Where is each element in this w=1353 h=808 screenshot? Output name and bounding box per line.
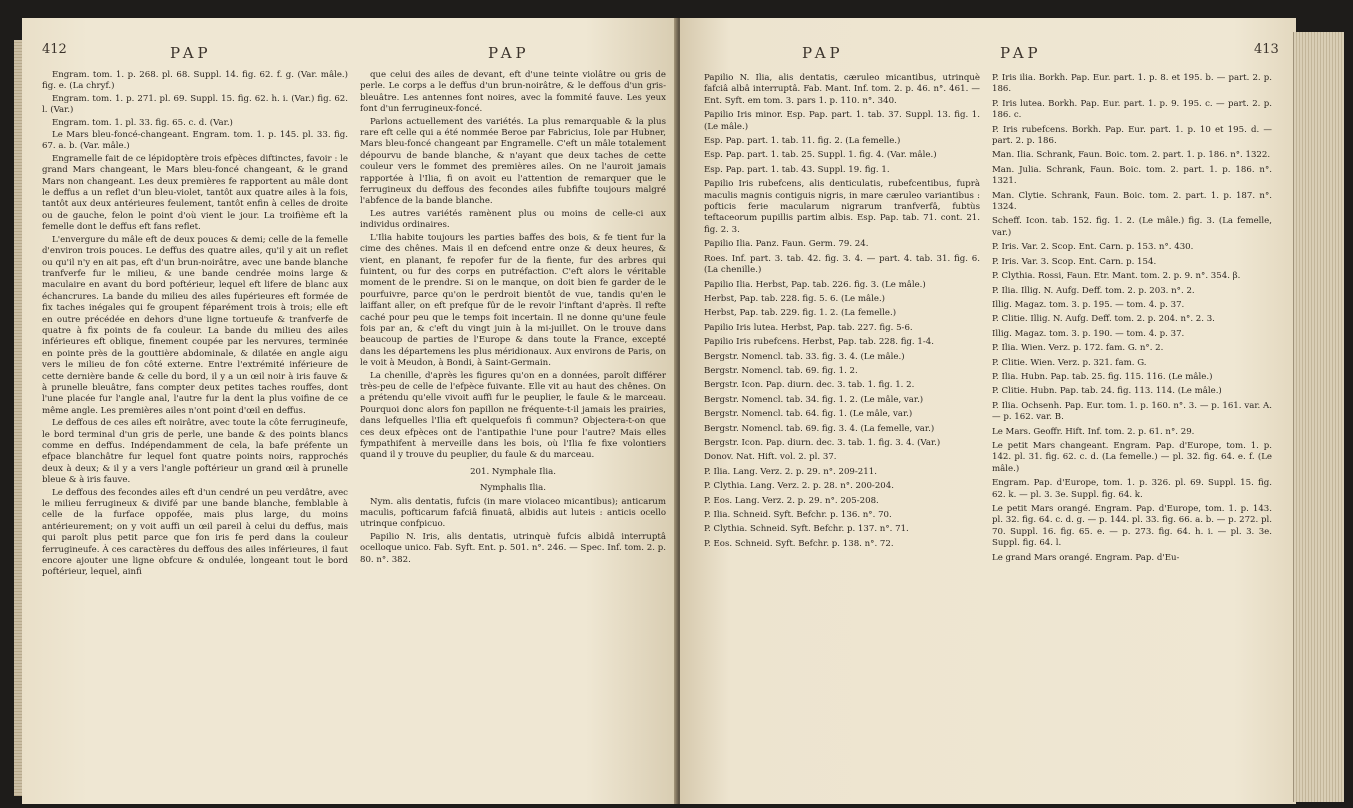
paragraph: Esp. Pap. part. 1. tab. 11. fig. 2. (La femelle.) bbox=[704, 136, 901, 147]
right-running-head-2: PAP bbox=[1000, 44, 1042, 62]
paragraph: La chenille, d'après les figures qu'on en a données, paroît différer très-peu de celle de l'efpèce fuivante. Elle vit au haut des chênes. On a prétendu qu'elle vivoit auffi fur le peuplier, le faule & le marceau. Pourquoi donc alors fon papillon ne fréquente-t-il jamais les prairies, dans lefquelles l'Ilia eft quelquefois fi commun? Objectera-t-on que ces deux efpèces ont de l'antipathie l'une pour l'autre? Mais elles fympathifent à merveille dans les bois, où l'Ilia fe fixe volontiers quand il y trouve du peuplier, du faule & du marceau. bbox=[360, 370, 666, 461]
left-running-head-1: PAP bbox=[170, 44, 212, 62]
paragraph: P. Clitie. Hubn. Pap. tab. 24. fig. 113. 114. (Le mâle.) bbox=[992, 386, 1222, 397]
paragraph: P. Clythia. Lang. Verz. 2. p. 28. n°. 200-204. bbox=[704, 481, 894, 492]
paragraph: Engram. tom. 1. p. 268. pl. 68. Suppl. 14. fig. 62. f. g. (Var. mâle.) fig. e. (La chryf.) bbox=[42, 70, 348, 92]
paragraph: Bergstr. Nomencl. tab. 33. fig. 3. 4. (Le mâle.) bbox=[704, 351, 905, 362]
right-column-2 bbox=[992, 70, 1272, 565]
paragraph: P. Iris rubefcens. Borkh. Pap. Eur. part. 1. p. 10 et 195. d. — part. 2. p. 186. bbox=[992, 124, 1272, 147]
paragraph: Roes. Inf. part. 3. tab. 42. fig. 3. 4. — part. 4. tab. 31. fig. 6. (La chenille.) bbox=[704, 253, 980, 276]
paragraph: P. Eos. Lang. Verz. 2. p. 29. n°. 205-208. bbox=[704, 495, 879, 506]
paragraph: Le grand Mars orangé. Engram. Pap. d'Eu- bbox=[992, 552, 1180, 563]
paragraph: Le Mars bleu-foncé-changeant. Engram. tom. 1. p. 145. pl. 33. fig. 67. a. b. (Var. mâle.) bbox=[42, 130, 348, 152]
paragraph: Le deffous de ces ailes eft noirâtre, avec toute la côte ferrugineufe, le bord terminal d'un gris de perle, une bande & des points blancs comme en deffus. Indépendamment de cela, la bafe préfente un efpace blanchâtre fur lequel font quatre points noirs, rapprochés deux à deux; & il y a vers l'angle poftérieur un grand œil à prunelle bleue & à iris fauve. bbox=[42, 418, 348, 486]
paragraph: Bergstr. Nomencl. tab. 69. fig. 3. 4. (La femelle, var.) bbox=[704, 423, 935, 434]
paragraph: Bergstr. Icon. Pap. diurn. dec. 3. tab. 1. fig. 1. 2. bbox=[704, 380, 915, 391]
paragraph: Herbst, Pap. tab. 228. fig. 5. 6. (Le mâle.) bbox=[704, 293, 886, 304]
paragraph: Papilio Iris rubefcens, alis denticulatis, rubefcentibus, fuprà maculis magnis contiguis nigris, in mare cæruleo variantibus : pofticis ferie macularum nigrarum tranfverfâ, fubtùs teftaceorum pupillis partim albis. Esp. Pap. tab. 71. cont. 21. fig. 2. 3. bbox=[704, 179, 980, 235]
paragraph: Man. Ilia. Schrank, Faun. Boic. tom. 2. part. 1. p. 186. n°. 1322. bbox=[992, 150, 1271, 161]
paragraph: 201. Nymphale Ilia. bbox=[470, 466, 556, 477]
paragraph: Le petit Mars orangé. Engram. Pap. d'Europe, tom. 1. p. 143. pl. 32. fig. 64. c. d. g. — p. 144. pl. 33. fig. 66. a. b. — p. 272. pl. 70. Suppl. 16. fig. 65. e. — p. 273. fig. 64. h. i. — pl. 3. 3e. Suppl. fig. 64. l. bbox=[992, 504, 1272, 549]
right-running-head-1: PAP bbox=[802, 44, 844, 62]
paragraph: Bergstr. Nomencl. tab. 64. fig. 1. (Le mâle, var.) bbox=[704, 409, 913, 420]
paragraph: P. Iris. Var. 2. Scop. Ent. Carn. p. 153. n°. 430. bbox=[992, 242, 1194, 253]
paragraph: P. Ilia. Lang. Verz. 2. p. 29. n°. 209-211. bbox=[704, 466, 877, 477]
paragraph: Scheff. Icon. tab. 152. fig. 1. 2. (Le mâle.) fig. 3. (La femelle, var.) bbox=[992, 216, 1272, 238]
paragraph: Herbst, Pap. tab. 229. fig. 1. 2. (La femelle.) bbox=[704, 308, 897, 319]
paragraph: Man. Julia. Schrank, Faun. Boic. tom. 2. part. 1. p. 186. n°. 1321. bbox=[992, 164, 1272, 187]
paragraph: P. Clitie. Wien. Verz. p. 321. fam. G. bbox=[992, 357, 1147, 368]
right-page-stack bbox=[1293, 32, 1344, 802]
paragraph: Engram. Pap. d'Europe, tom. 1. p. 326. pl. 69. Suppl. 15. fig. 62. k. — pl. 3. 3e. Suppl. fig. 64. k. bbox=[992, 478, 1272, 500]
paragraph: Bergstr. Nomencl. tab. 69. fig. 1. 2. bbox=[704, 365, 858, 376]
paragraph: Man. Clytie. Schrank, Faun. Boic. tom. 2. part. 1. p. 187. n°. 1324. bbox=[992, 190, 1272, 213]
paragraph: Nymphalis Ilia. bbox=[479, 483, 547, 494]
paragraph: P. Ilia. Hubn. Pap. tab. 25. fig. 115. 116. (Le mâle.) bbox=[992, 371, 1213, 382]
paragraph: Donov. Nat. Hift. vol. 2. pl. 37. bbox=[704, 452, 837, 463]
paragraph: Nym. alis dentatis, fufcis (in mare violaceo micantibus); anticarum maculis, pofticarum fafciâ finuatâ, albidis aut luteis : anticis ocello utrinque confpicuo. bbox=[360, 496, 666, 530]
paragraph: Le deffous des fecondes ailes eft d'un cendré un peu verdâtre, avec le milieu ferrugineux & divifé par une bande blanche, femblable à celle de la furface oppofée, mais plus large, du moins antérieurement; on y voit auffi un œil pareil à celui du deffus, mais qui paroît plus petit parce que fon iris fe perd dans la couleur ferrugineufe. À ces caractères du deffous des ailes inférieures, il faut encore ajouter une ligne obfcure & ondulée, longeant tout le bord poftérieur, lequel, ainfi bbox=[42, 487, 348, 578]
paragraph: Papilio Iris lutea. Herbst, Pap. tab. 227. fig. 5-6. bbox=[704, 322, 913, 333]
paragraph: Parlons actuellement des variétés. La plus remarquable & la plus rare eft celle qui a été nommée Beroe par Fabricius, Iole par Hubner, Mars bleu-foncé changeant par Engramelle. C'eft un mâle totalement dépourvu de bande blanche, & n'ayant que deux taches de cette couleur vers le fommet des premières ailes. On ne l'auroit jamais rapportée à l'Ilia, fi on avoit eu l'attention de remarquer que le ferrugineux du deffous des fecondes ailes fubfifte toujours malgré l'abfence de la bande blanche. bbox=[360, 116, 666, 207]
paragraph: Engramelle fait de ce lépidoptère trois efpèces diftinctes, favoir : le grand Mars changeant, le Mars bleu-foncé changeant, & le grand Mars non changeant. Les deux premières fe rapportent au mâle dont le deffus a un reflet d'un bleu-violet, tantôt aux quatre ailes à la fois, tantôt aux deux antérieures feulement, tantôt enfin à celles de droite ou de gauche, felon le point d'où vient le jour. La troifième eft la femelle dont le deffus eft fans reflet. bbox=[42, 153, 348, 233]
right-page bbox=[680, 18, 1296, 804]
paragraph: Engram. tom. 1. pl. 33. fig. 65. c. d. (Var.) bbox=[52, 117, 233, 128]
paragraph: P. Eos. Schneid. Syft. Befchr. p. 138. n°. 72. bbox=[704, 538, 894, 549]
paragraph: Bergstr. Icon. Pap. diurn. dec. 3. tab. 1. fig. 3. 4. (Var.) bbox=[704, 437, 941, 448]
paragraph: Esp. Pap. part. 1. tab. 43. Suppl. 19. fig. 1. bbox=[704, 164, 890, 175]
left-column-2 bbox=[360, 70, 666, 567]
paragraph: P. Clythia. Rossi, Faun. Etr. Mant. tom. 2. p. 9. n°. 354. β. bbox=[992, 271, 1241, 282]
paragraph: que celui des ailes de devant, eft d'une teinte violâtre ou gris de perle. Le corps a le deffus d'un brun-noirâtre, & le deffous d'un gris-bleuâtre. Les antennes font noires, avec la fommité fauve. Les yeux font d'un ferrugineux-foncé. bbox=[360, 70, 666, 115]
left-column-1 bbox=[42, 70, 348, 580]
paragraph: L'envergure du mâle eft de deux pouces & demi; celle de la femelle d'environ trois pouces. Le deffus des quatre ailes, qu'il y ait un reflet ou qu'il n'y en ait pas, eft d'un brun-noirâtre, avec une bande blanche tranfverfe fur le milieu, & une bande cendrée moins large & maculaire en avant du bord poftérieur, lequel eft lifere de blanc aux échancrures. La bande du milieu des ailes fupérieures eft formée de fix taches inégales qui fe groupent féparément trois à trois; elle eft en outre précédée en dehors d'une ligne tortueufe & tranfverfe de quatre à fix points de fa couleur. La bande du milieu des ailes inférieures eft oblique, finement coupée par les nervures, terminée en pointe près de la gouttière abdominale, & dilatée en angle aigu vers le milieu de fon côté externe. Entre l'extrémité inférieure de cette dernière bande & celle du bord, il y a un œil noir à iris fauve & à prunelle bleuâtre, fans compter deux petites taches rouffes, dont l'une placée fur l'angle anal, l'autre fur la dent la plus voifine de ce même angle. Les premières ailes n'ont point d'œil en deffus. bbox=[42, 234, 348, 416]
paragraph: Bergstr. Nomencl. tab. 34. fig. 1. 2. (Le mâle, var.) bbox=[704, 394, 924, 405]
left-page bbox=[22, 18, 678, 804]
paragraph: P. Clythia. Schneid. Syft. Befchr. p. 137. n°. 71. bbox=[704, 524, 909, 535]
left-folio: 412 bbox=[42, 42, 67, 57]
paragraph: Papilio Iris rubefcens. Herbst, Pap. tab. 228. fig. 1-4. bbox=[704, 337, 934, 348]
open-book bbox=[14, 18, 1344, 804]
paragraph: L'Ilia habite toujours les parties baffes des bois, & fe tient fur la cime des chênes. Mais il en defcend entre onze & deux heures, & vient, en planant, fe repofer fur de la fiente, fur des arbres qui fuintent, ou fur des corps en putréfaction. C'eft alors le véritable moment de le prendre. Si on le manque, on doit bien fe garder de le pourfuivre, parce qu'on le perdroit bientôt de vue, tandis qu'en le laiffant aller, on eft prefque fûr de le revoir l'inftant d'après. Il refte caché pour peu que le temps foit incertain. Il ne donne qu'une feule fois par an, & c'eft du vingt juin à la mi-juillet. On le trouve dans beaucoup de parties de l'Europe & dans toute la France, excepté dans les départemens les plus méridionaux. Aux environs de Paris, on le voit à Meudon, à Bondi, à Saint-Germain. bbox=[360, 232, 666, 369]
paragraph: P. Ilia. Schneid. Syft. Befchr. p. 136. n°. 70. bbox=[704, 510, 892, 520]
paragraph: P. Iris. Var. 3. Scop. Ent. Carn. p. 154. bbox=[992, 256, 1157, 267]
paragraph: Le petit Mars changeant. Engram. Pap. d'Europe, tom. 1. p. 142. pl. 31. fig. 62. c. d. (La femelle.) — pl. 32. fig. 64. e. f. (Le mâle.) bbox=[992, 440, 1272, 474]
paragraph: Papilio Ilia. Herbst, Pap. tab. 226. fig. 3. (Le mâle.) bbox=[704, 279, 926, 290]
right-folio: 413 bbox=[1254, 42, 1279, 57]
paragraph: Illig. Magaz. tom. 3. p. 190. — tom. 4. p. 37. bbox=[992, 328, 1185, 339]
paragraph: Papilio N. Ilia, alis dentatis, cæruleo micantibus, utrinquè fafciâ albâ interruptâ. Fab. Mant. Inf. tom. 2. p. 46. n°. 461. — Ent. Syft. em tom. 3. pars 1. p. 110. n°. 340. bbox=[704, 73, 980, 106]
paragraph: P. Ilia. Wien. Verz. p. 172. fam. G. n°. 2. bbox=[992, 343, 1164, 354]
paragraph: P. Clitie. Illig. N. Aufg. Deff. tom. 2. p. 204. n°. 2. 3. bbox=[992, 314, 1215, 325]
paragraph: Papilio Ilia. Panz. Faun. Germ. 79. 24. bbox=[704, 239, 869, 250]
paragraph: Le Mars. Geoffr. Hift. Inf. tom. 2. p. 61. n°. 29. bbox=[992, 426, 1195, 437]
right-column-1 bbox=[704, 70, 980, 551]
paragraph: Papilio Iris minor. Esp. Pap. part. 1. tab. 37. Suppl. 13. fig. 1. (Le mâle.) bbox=[704, 110, 980, 132]
paragraph: P. Ilia. Ochsenh. Pap. Eur. tom. 1. p. 160. n°. 3. — p. 161. var. A. — p. 162. var. B. bbox=[992, 400, 1272, 423]
paragraph: P. Iris lutea. Borkh. Pap. Eur. part. 1. p. 9. 195. c. — part. 2. p. 186. c. bbox=[992, 98, 1272, 121]
paragraph: Engram. tom. 1. p. 271. pl. 69. Suppl. 15. fig. 62. h. i. (Var.) fig. 62. l. (Var.) bbox=[42, 93, 348, 116]
paragraph: Papilio N. Iris, alis dentatis, utrinquè fufcis albidâ interruptâ ocelloque unico. Fab. Syft. Ent. p. 501. n°. 246. — Spec. Inf. tom. 2. p. 80. n°. 382. bbox=[360, 531, 666, 565]
left-running-head-2: PAP bbox=[488, 44, 530, 62]
paragraph: P. Iris ilia. Borkh. Pap. Eur. part. 1. p. 8. et 195. b. — part. 2. p. 186. bbox=[992, 73, 1272, 95]
paragraph: Illig. Magaz. tom. 3. p. 195. — tom. 4. p. 37. bbox=[992, 299, 1185, 310]
paragraph: Esp. Pap. part. 1. tab. 25. Suppl. 1. fig. 4. (Var. mâle.) bbox=[704, 150, 937, 161]
paragraph: P. Ilia. Illig. N. Aufg. Deff. tom. 2. p. 203. n°. 2. bbox=[992, 285, 1195, 296]
paragraph: Les autres variétés ramènent plus ou moins de celle-ci aux individus ordinaires. bbox=[360, 208, 666, 231]
